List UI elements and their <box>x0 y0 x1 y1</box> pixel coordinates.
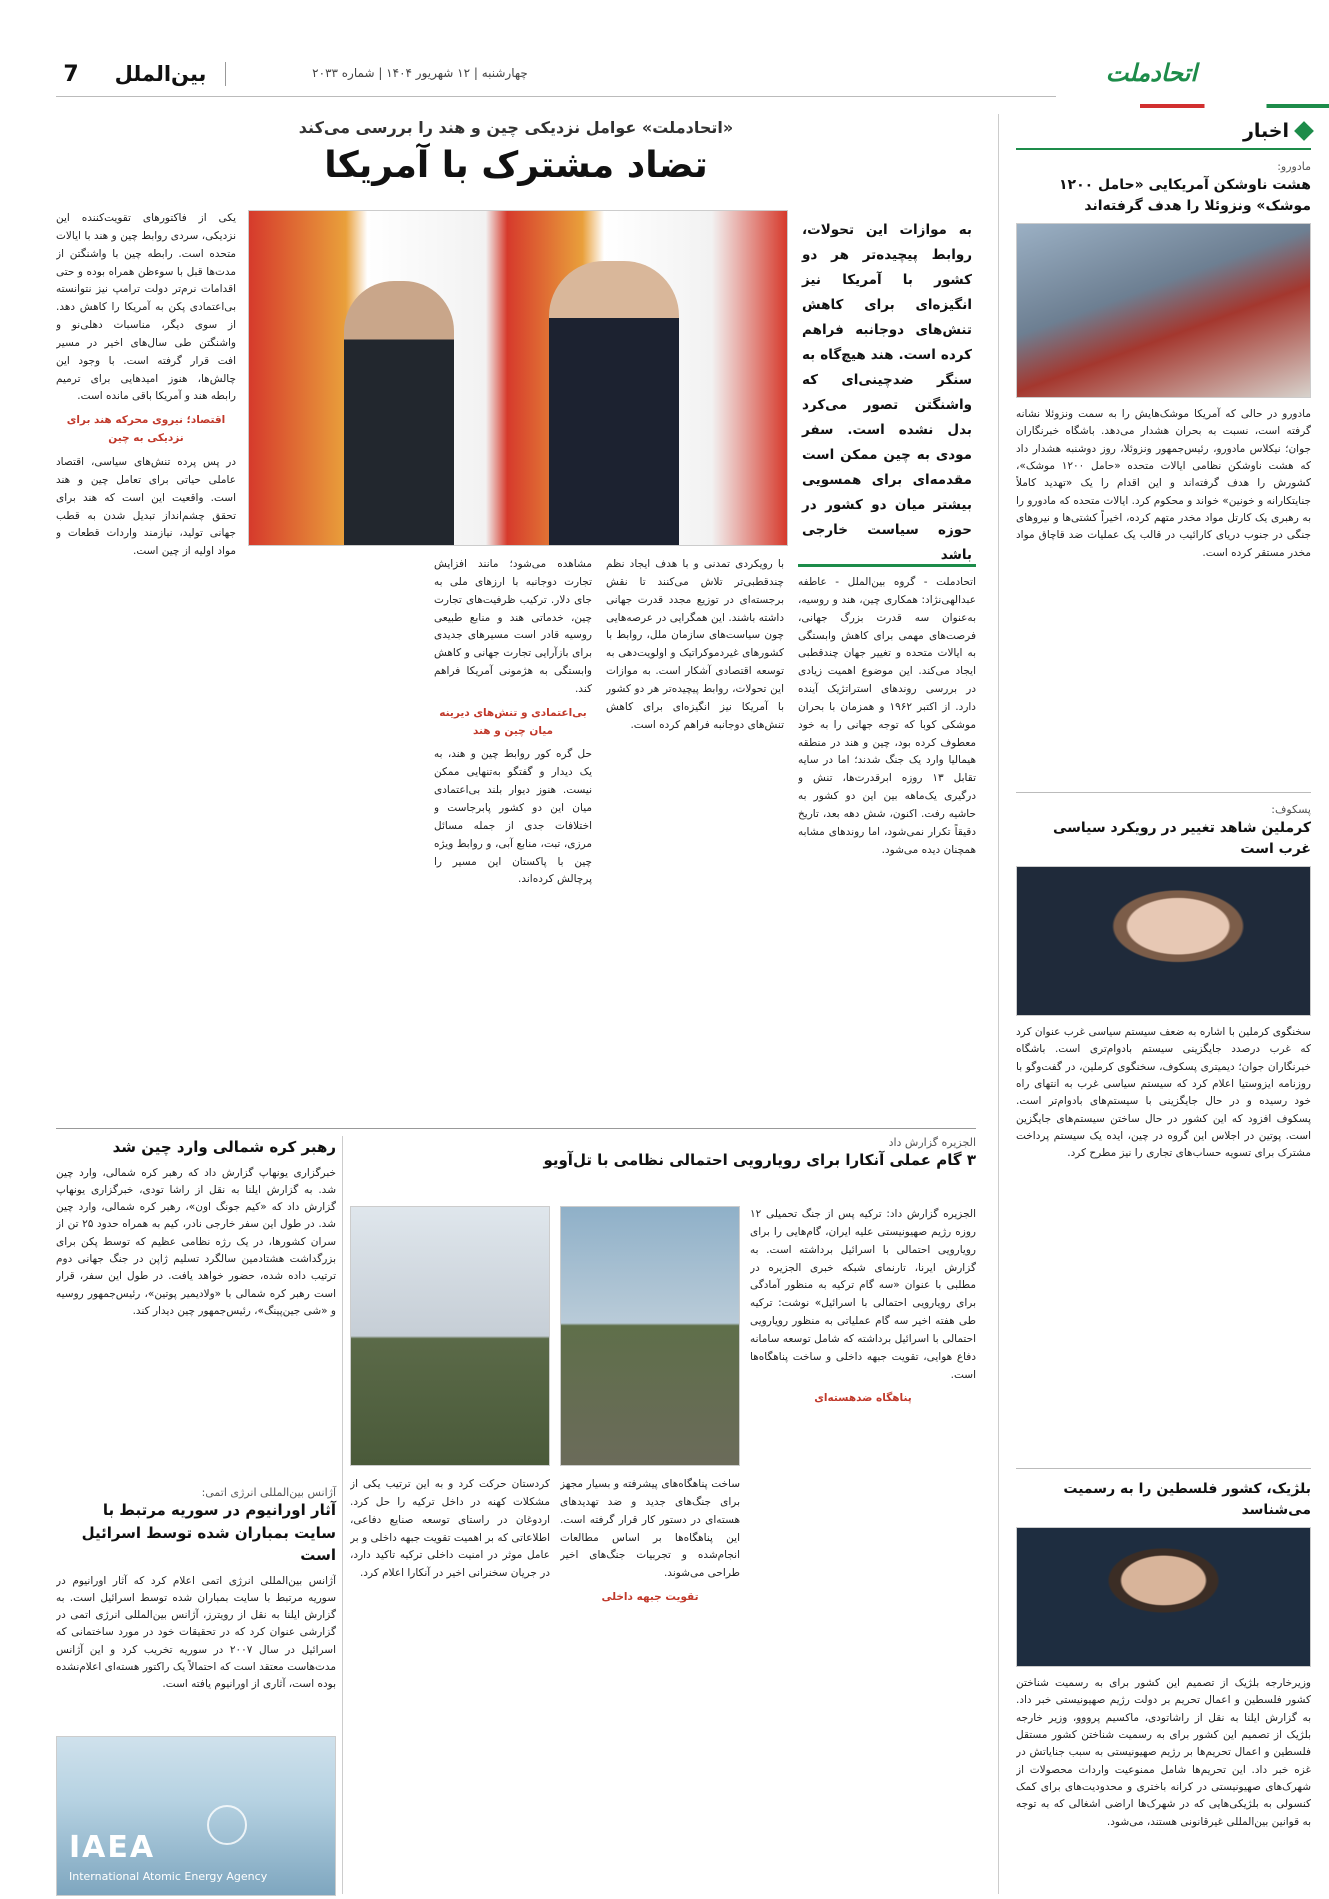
news-headline: هشت ناوشکن آمریکایی «حامل ۱۲۰۰ موشک» ونزوئلا را هدف گرفته‌اند <box>1059 177 1311 214</box>
article-paragraph: حل گره کور روابط چین و هند، به یک دیدار و گفتگو به‌تنهایی ممکن نیست. هنوز دیوار بلند بی‌اعتمادی میان این دو کشور پابرجاست و اختلافات جدی از جمله مسائل مرزی، تبت، منابع آبی، و روابط ویژه چین با پاکستان این مسیر را پرچالش کرده‌اند. <box>434 748 592 886</box>
story-column-1 <box>750 1206 976 1886</box>
atom-icon <box>207 1805 247 1845</box>
news-body: وزیرخارجه بلژیک از تصمیم این کشور برای به رسمیت شناختن کشور فلسطین و اعمال تحریم بر دولت رژیم صهیونیستی خبر داد. به گزارش ایلنا به نقل از راشاتودی، ماکسیم پرووو، وزیر خارجه بلژیک از تصمیم این کشور برای به رسمیت شناختن کشور مستقل فلسطین و اعمال تحریم‌ها بر رژیم صهیونیستی به سبب جنایاتش در غزه خبر داد. این تحریم‌ها شامل ممنوعیت واردات محصولات از شهرک‌های صهیونیستی در کرانه باختری و محدودیت‌های برای کمک کنسولی به بلژیکی‌هایی که در شهرک‌ها اراضی اشغالی که به توجه به قوانین بین‌المللی غیرقانونی هستند، می‌شود. <box>1016 1677 1311 1828</box>
photo-figure-left <box>344 281 454 546</box>
story-headline: ۳ گام عملی آنکارا برای رویارویی احتمالی نظامی با تل‌آویو <box>543 1151 976 1169</box>
divider <box>1016 792 1311 793</box>
iaea-photo <box>56 1736 336 1896</box>
news-sidebar <box>1004 114 1329 1899</box>
news-section-title: اخبار <box>1242 120 1289 142</box>
article-column-1: اتحادملت - گروه بین‌الملل - عاطفه عبدالهی‌نژاد: همکاری چین، هند و روسیه، به‌عنوان سه قدرت بزرگ جهانی، فرصت‌های مهمی برای کاهش وابستگی به ایالات متحده و تغییر جهان چندقطبی ایجاد می‌کند. این موضوع اهمیت زیادی در بررسی روندهای استراتژیک آینده دارد. از اکتبر ۱۹۶۲ و همزمان با بحران موشکی کوبا که توجه جهانی را به خود معطوف کرده بود، چین و هند در منطقه هیمالیا وارد یک جنگ شدند؛ اما در سایه تقابل ۱۳ روزه ابرقدرت‌ها، تنش و درگیری یک‌ماهه بین این دو کشور به حاشیه رفت. اکنون، شش دهه بعد، تاریخ دقیقاً تکرار نمی‌شود، اما روندهای مشابه همچنان دیده می‌شود. <box>798 576 976 856</box>
news-body: سخنگوی کرملین با اشاره به ضعف سیستم سیاسی غرب عنوان کرد که غرب درصدد جایگزینی سیستم بادوام‌تری است. باشگاه خبرنگاران جوان؛ دیمیتری پسکوف، سخنگوی کرملین، در گفت‌وگو با روزنامه ایزوستیا اعلام کرد که سیستم سیاسی غرب به انتهای راه خود رسیده و در حال جایگزینی با سیستم‌های بادوام‌تر است. پسکوف افزود که این کشور در حال ساختن سیستم‌های جایگزین است. پوتین در اجلاس این گروه در چین، ایده یک سیستم پرداخت مشترک برای تسویه حساب‌های تجاری را نیز مطرح کرد. <box>1016 1026 1311 1160</box>
article-headline: تضاد مشترک با آمریکا <box>324 145 708 186</box>
story-iaea <box>56 1486 336 1896</box>
story-headline: رهبر کره شمالی وارد چین شد <box>112 1138 336 1156</box>
masthead <box>0 0 1329 112</box>
flag-stripe <box>1140 104 1329 108</box>
issue-line: چهارشنبه | ۱۲ شهریور ۱۴۰۴ | شماره ۲۰۳۳ <box>312 66 528 80</box>
main-article <box>56 114 976 1124</box>
story-body: آژانس بین‌المللی انرژی اتمی اعلام کرد که آثار اورانیوم در سوریه مرتبط با سایت بمباران شده توسط اسرائیل است. به گزارش ایلنا به نقل از رویترز، آژانس بین‌المللی انرژی اتمی در گزارشی عنوان کرد که در تحقیقات خود در مورد ساختمانی که اسرائیل در سال ۲۰۰۷ در سوریه تخریب کرد و این آژانس مدت‌هاست معتقد است که احتمالاً یک راکتور هسته‌ای اعلام‌نشده بوده است، آثاری از اورانیوم یافته است. <box>56 1574 336 1691</box>
story-north-korea <box>56 1136 336 1486</box>
article-supertitle: «اتحادملت» عوامل نزدیکی چین و هند را بررسی می‌کند <box>298 118 734 137</box>
story-column-3: کردستان حرکت کرد و به این ترتیب یکی از مشکلات کهنه در داخل ترکیه را حل کرد. اردوغان در راستای توسعه صنایع دفاعی، اطلاعاتی که بر اهمیت تقویت جبهه داخلی و بر عامل موثر در امنیت داخلی ترکیه تاکید دارد، در جریان سخنرانی اخیر در آنکارا اعلام کرد. <box>350 1478 550 1580</box>
article-column-3 <box>434 556 592 1114</box>
story-subhead: تقویت جبهه داخلی <box>601 1591 699 1604</box>
article-column-2: با رویکردی تمدنی و با هدف ایجاد نظم چندقطبی‌تر تلاش می‌کنند تا نقش برجسته‌ای در توزیع مجدد قدرت جهانی داشته باشند. این همگرایی در عرصه‌هایی چون سیاست‌های سازمان ملل، روابط با کشورهای غیردموکراتیک و اولویت‌دهی به توسعه اقتصادی آشکار است. به موازات این تحولات، روابط پیچیده‌تر هر دو کشور با آمریکا نیز انگیزه‌ای برای کاهش تنش‌های دوجانبه فراهم کرده است. <box>606 558 784 731</box>
article-paragraph: در پس پرده تنش‌های سیاسی، اقتصاد عاملی حیاتی برای تعامل چین و هند است. واقعیت این است که هند برای تحقق چشم‌انداز تبدیل شدن به قطب جهانی تولید، نیازمند واردات قطعات و مواد اولیه از چین است. <box>56 455 236 558</box>
air-defense-photo <box>560 1206 740 1466</box>
story-paragraph: الجزیره گزارش داد: ترکیه پس از جنگ تحمیلی ۱۲ روزه رژیم صهیونیستی علیه ایران، گام‌هایی را برای رویارویی احتمالی با اسرائیل برداشته است. به گزارش ایرنا، تارنمای شبکه خبری الجزیره در مطلبی با عنوان «سه گام ترکیه به منظور آمادگی برای رویارویی احتمالی با اسرائیل» نوشت: ترکیه طی هفته اخیر سه گام عملیاتی به منظور رویارویی احتمالی با اسرائیل برداشته که شامل توسعه سامانه دفاع هوایی، تقویت جبهه داخلی و ساخت پناهگاه‌ها است. <box>750 1208 976 1381</box>
story-turkey <box>350 1136 976 1896</box>
bottom-rule <box>56 1128 976 1129</box>
news-body: مادورو در حالی که آمریکا موشک‌هایش را به سمت ونزوئلا نشانه گرفته است، نسبت به بحران هشدار می‌دهد. باشگاه خبرنگاران جوان؛ نیکلاس مادورو، رئیس‌جمهور ونزوئلا، روز دوشنبه هشدار داد که هشت ناوشکن نظامی ایالات متحده «حامل ۱۲۰۰ موشک»، کشورش را هدف گرفته‌اند و این اقدام را یک «تهدید کاملاً جنایتکارانه و خونین» خواند و محکوم کرد. ایالات متحده که مادورو را به رهبری یک کارتل مواد مخدر متهم کرده، اخیراً کشتی‌ها و نیروهای جنگی در جنوب دریای کارائیب در قالب یک عملیات ضد قاچاق مواد مخدر مستقر کرده است. <box>1016 408 1311 559</box>
news-headline: بلژیک، کشور فلسطین را به رسمیت می‌شناسد <box>1063 1481 1311 1518</box>
iaea-caption: International Atomic Energy Agency <box>69 1870 268 1883</box>
modi-xi-handshake-photo <box>248 210 788 546</box>
story-body: خبرگزاری یونهاپ گزارش داد که رهبر کره شمالی، وارد چین شد. به گزارش ایلنا به نقل از راشا تودی، خبرگزاری یونهاپ گزارش داد که «کیم جونگ اون»، رهبر کره شمالی، وارد چین شد. در طول این سفر خارجی نادر، کیم به همراه حدود ۲۵ تن از سران کشورها، در یک رژه نظامی عظیم که توسط پکن برای بزرگداشت هشتادمین سالگرد تسلیم ژاپن در جنگ جهانی دوم ترتیب داده شده، حضور خواهد یافت. در طول این سفر، قرار است رهبر کره شمالی با «ولادیمیر پوتین»، رئیس‌جمهور روسیه و «شی جین‌پینگ»، رئیس‌جمهور چین دیدار کند. <box>56 1166 336 1317</box>
column-rule <box>342 1136 343 1894</box>
section-name: بین‌الملل <box>96 62 226 86</box>
story-headline: آثار اورانیوم در سوریه مرتبط با سایت بمباران شده توسط اسرائیل است <box>81 1501 336 1564</box>
news-item-maduro <box>1016 160 1311 778</box>
divider <box>1016 1468 1311 1469</box>
story-subhead: پناهگاه ضدهسته‌ای <box>814 1392 912 1405</box>
news-item-peskov <box>1016 803 1311 1454</box>
newspaper-logo: اتحادملت <box>1105 58 1197 87</box>
news-headline: کرملین شاهد تغییر در رویکرد سیاسی غرب است <box>1052 820 1311 857</box>
article-column-4 <box>56 210 236 1114</box>
peskov-photo <box>1016 866 1311 1016</box>
article-pullquote: به موازات این تحولات، روابط پیچیده‌تر هر دو کشور با آمریکا نیز انگیزه‌ای برای کاهش تنش‌های دوجانبه فراهم کرده است. هند هیچ‌گاه به سنگر ضدچینی‌ای که واشنگتن تصور می‌کرد بدل نشده است. سفر مودی به چین ممکن است مقدمه‌ای برای همسویی بیشتر میان دو کشور در حوزه سیاست خارجی باشد <box>802 222 972 563</box>
iaea-logo: IAEA <box>69 1830 156 1865</box>
column-rule <box>998 114 999 1894</box>
story-kicker: آژانس بین‌المللی انرژی اتمی: <box>201 1486 336 1499</box>
news-kicker: مادورو: <box>1277 160 1311 173</box>
prevot-photo <box>1016 1527 1311 1667</box>
pullquote-rule <box>798 564 976 567</box>
photo-figure-right <box>549 261 679 546</box>
article-paragraph: مشاهده می‌شود؛ مانند افزایش تجارت دوجانبه با ارزهای ملی به جای دلار. ترکیب ظرفیت‌های تجارت چین، خدماتی هند و منابع طبیعی روسیه قادر است مسیرهای جدیدی برای بازآرایی تجارت جهانی و کاهش وابستگی به هژمونی آمریکا فراهم کند. <box>434 558 592 695</box>
news-kicker: پسکوف: <box>1271 803 1311 816</box>
news-item-belgium <box>1016 1479 1311 1899</box>
story-column-2 <box>560 1476 740 1886</box>
story-kicker: الجزیره گزارش داد <box>888 1136 976 1149</box>
article-paragraph: یکی از فاکتورهای تقویت‌کننده این نزدیکی، سردی روابط چین و هند با ایالات متحده است. رابطه چین با واشنگتن از مدت‌ها قبل با سوءظن همراه بوده و حتی اقدامات نرم‌تر دولت ترامپ نیز نتوانسته بی‌اعتمادی پکن به آمریکا را کاهش دهد. از سوی دیگر، مناسبات دهلی‌نو و واشنگتن طی سال‌های اخیر در مسیر افت قرار گرفته است. با وجود این چالش‌ها، هنوز امیدهایی برای ترمیم رابطه هند و آمریکا باقی مانده است. <box>56 212 236 403</box>
diamond-icon <box>1294 121 1314 141</box>
news-section-header <box>1016 114 1311 150</box>
article-subhead: اقتصاد؛ نیروی محرکه هند برای نزدیکی به چین <box>66 414 226 445</box>
page-number: 7 <box>63 62 79 87</box>
article-subhead: بی‌اعتمادی و تنش‌های دیرینه میان چین و هند <box>439 706 587 737</box>
story-paragraph: ساخت پناهگاه‌های پیشرفته و بسیار مجهز برای جنگ‌های جدید و ضد تهدیدهای هسته‌ای در دستور کار قرار گرفته است. این پناهگاه‌ها بر اساس مطالعات انجام‌شده و تجربیات جنگ‌های اخیر طراحی می‌شوند. <box>560 1478 740 1580</box>
military-truck-photo <box>350 1206 550 1466</box>
top-rule <box>56 96 1056 97</box>
maduro-photo <box>1016 223 1311 398</box>
